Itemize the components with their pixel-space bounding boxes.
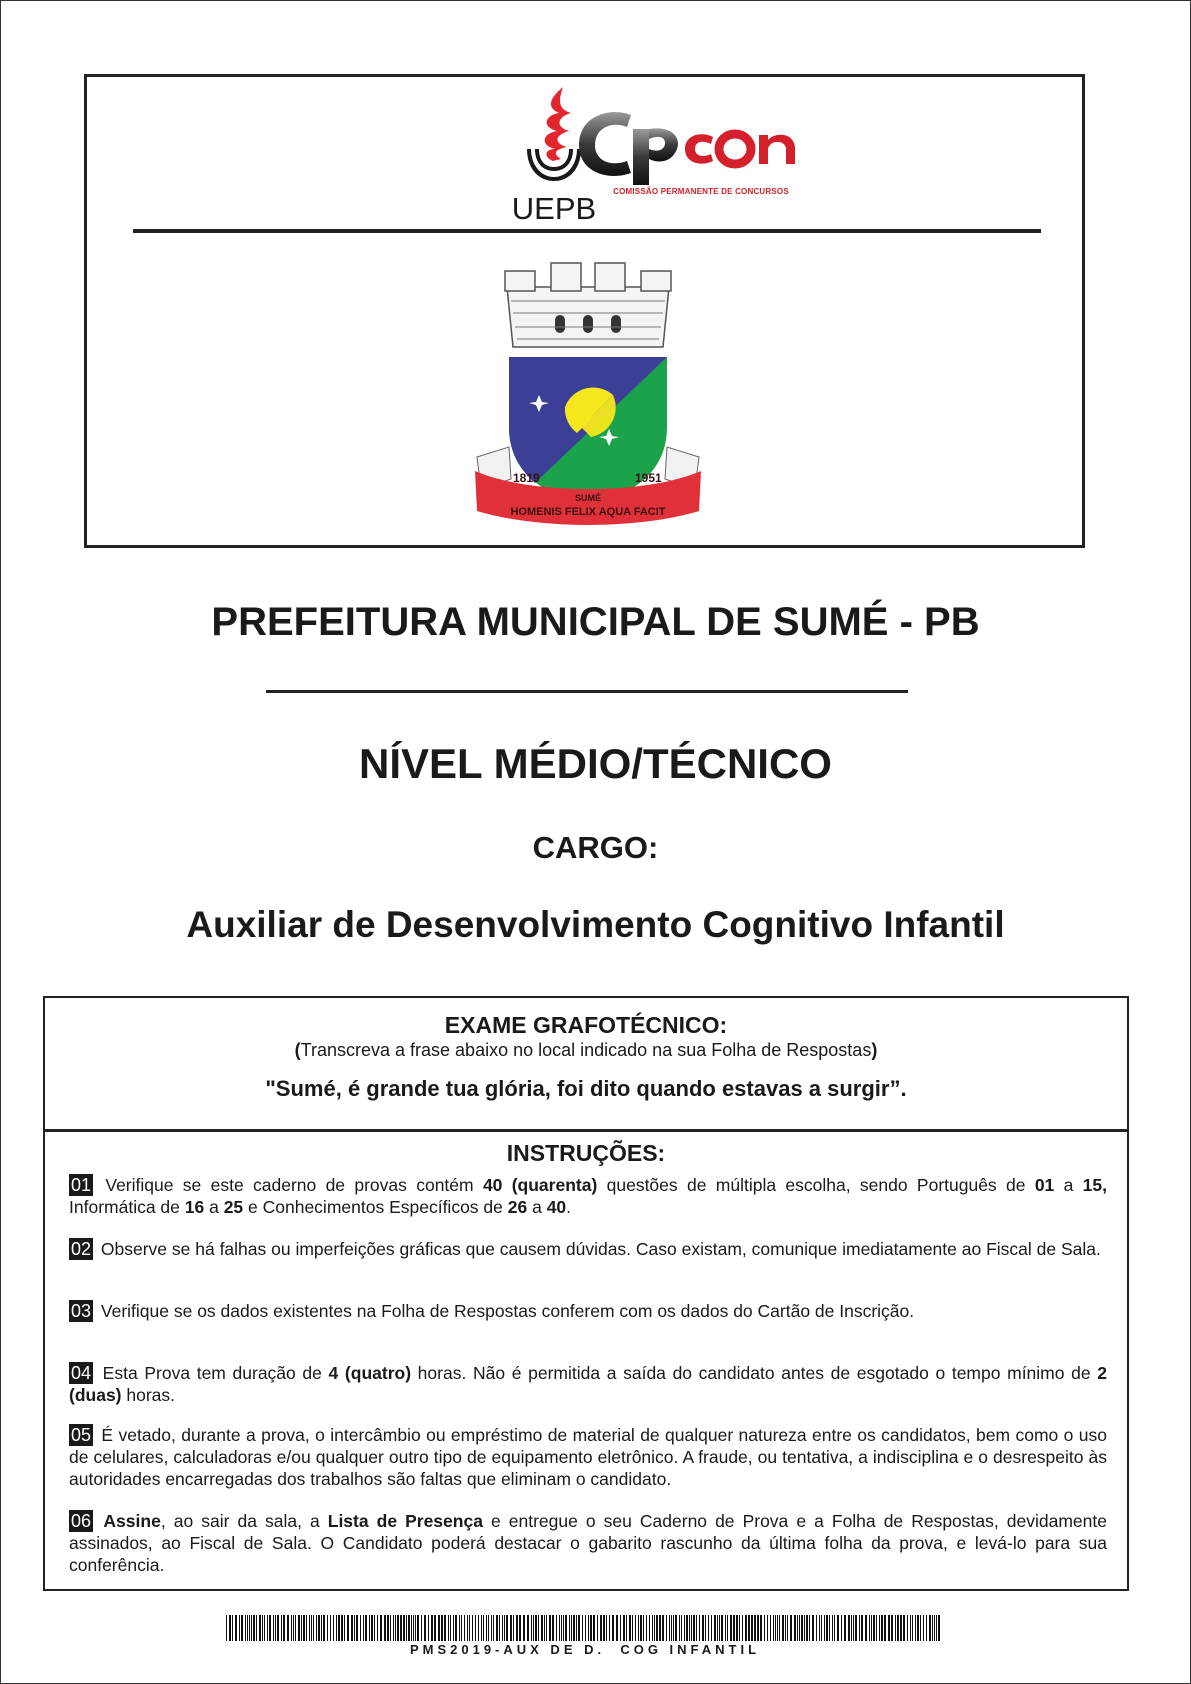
sume-coat-of-arms [473, 257, 703, 527]
exam-subtitle-open: ( [294, 1040, 301, 1060]
instruction-02 [69, 1238, 1107, 1260]
cargo-label: CARGO: [532, 830, 659, 865]
instruction-bold: 40 (quarenta) [482, 1175, 598, 1195]
instruction-text: e Conhecimentos Específicos de [243, 1197, 508, 1217]
instruction-text: a [1054, 1175, 1083, 1195]
instruction-text: . [566, 1197, 572, 1217]
instruction-text: a [527, 1197, 547, 1217]
crest-city: SUMÉ [574, 493, 602, 503]
exam-subtitle-text: Transcreva a frase abaixo no local indicado na sua Folha de Respostas [300, 1040, 872, 1060]
barcode-icon [226, 1615, 944, 1641]
instruction-number: 04 [71, 1363, 92, 1383]
level-title: NÍVEL MÉDIO/TÉCNICO [359, 740, 832, 787]
instruction-03 [69, 1300, 1107, 1322]
instruction-bold: Lista de Presença [327, 1511, 483, 1531]
header-divider [133, 229, 1041, 233]
instruction-text: horas. Não é permitida a saída do candidato antes de esgotado o tempo mínimo de [411, 1363, 1098, 1383]
instruction-bold: 16 [184, 1197, 205, 1217]
instruction-number: 06 [71, 1511, 92, 1531]
instructions-box [43, 996, 1129, 1591]
instruction-bold: 15, [1082, 1175, 1107, 1195]
exam-phrase: "Sumé, é grande tua glória, foi dito quando estavas a surgir”. [265, 1076, 907, 1101]
instruction-text: Verifique se os dados existentes na Folha de Respostas conferem com os dados do Cartão de Inscrição. [96, 1301, 915, 1321]
instruction-text: questões de múltipla escolha, sendo Português de [597, 1175, 1035, 1195]
instruction-bold: 4 (quatro) [328, 1363, 412, 1383]
instruction-text: Esta Prova tem duração de [96, 1363, 329, 1383]
crest-year-left: 1819 [513, 471, 540, 485]
instruction-bold: 40 [546, 1197, 567, 1217]
title-divider [266, 690, 908, 693]
page-title: PREFEITURA MUNICIPAL DE SUMÉ - PB [211, 600, 980, 644]
instruction-bold: 01 [1034, 1175, 1055, 1195]
instruction-number: 05 [71, 1425, 92, 1445]
crest-motto: HOMENIS FELIX AQUA FACIT [510, 506, 666, 518]
instructions-title: INSTRUÇÕES: [506, 1140, 666, 1166]
instruction-text: , ao sair da sala, a [160, 1511, 328, 1531]
exam-title: EXAME GRAFOTÉCNICO: [444, 1012, 728, 1038]
instruction-bold: 25 [223, 1197, 244, 1217]
instruction-04 [69, 1362, 1107, 1406]
exam-subtitle-close: ) [871, 1040, 878, 1060]
instruction-text: a [204, 1197, 224, 1217]
instruction-06 [69, 1510, 1107, 1576]
instruction-bold: 2 (duas) [69, 1363, 1107, 1405]
instruction-number: 03 [71, 1301, 92, 1321]
coat-of-arms-icon [473, 257, 703, 527]
cargo-value: Auxiliar de Desenvolvimento Cognitivo Infantil [186, 904, 1005, 945]
instruction-bold: 26 [507, 1197, 528, 1217]
instruction-05 [69, 1424, 1107, 1490]
instruction-number: 01 [71, 1175, 92, 1195]
exam-section [45, 998, 1127, 1132]
instruction-text: É vetado, durante a prova, o intercâmbio ou empréstimo de material de qualquer natureza entre os candidatos, bem como o uso de celulares, calculadoras e/ou qualquer outro tipo de equipamento eletrônico. A fraude, ou tentativa, a indisciplina e o desrespeito às autoridades encarregadas dos trabalhos são faltas que eliminam o candidato. [69, 1425, 1107, 1489]
instruction-text: Verifique se este caderno de provas contém [96, 1175, 483, 1195]
instruction-text: Observe se há falhas ou imperfeições gráficas que causem dúvidas. Caso existam, comunique imediatamente ao Fiscal de Sala. [96, 1239, 1101, 1259]
barcode-text: PMS2019-AUX DE D. COG INFANTIL [409, 1642, 761, 1657]
uepb-label: UEPB [511, 191, 597, 226]
instruction-number: 02 [71, 1239, 92, 1259]
instruction-bold: Assine [96, 1511, 161, 1531]
instruction-01 [69, 1174, 1107, 1218]
cpcon-subtitle: COMISSÃO PERMANENTE DE CONCURSOS [613, 187, 789, 196]
cpcon-logo [571, 107, 841, 197]
instruction-text: e entregue o seu Caderno de Prova e a Folha de Respostas, devidamente assinados, ao Fiscal de Sala. O Candidato poderá destacar o gabarito rascunho da última folha da prova, e levá-lo para sua conferência. [69, 1511, 1107, 1575]
instruction-text: Informática de [69, 1197, 185, 1217]
instruction-text: horas. [121, 1385, 175, 1405]
header-box [84, 74, 1085, 548]
crest-year-right: 1951 [635, 471, 662, 485]
cpcon-wordmark-icon [571, 107, 841, 187]
exam-subtitle [45, 1040, 1127, 1061]
